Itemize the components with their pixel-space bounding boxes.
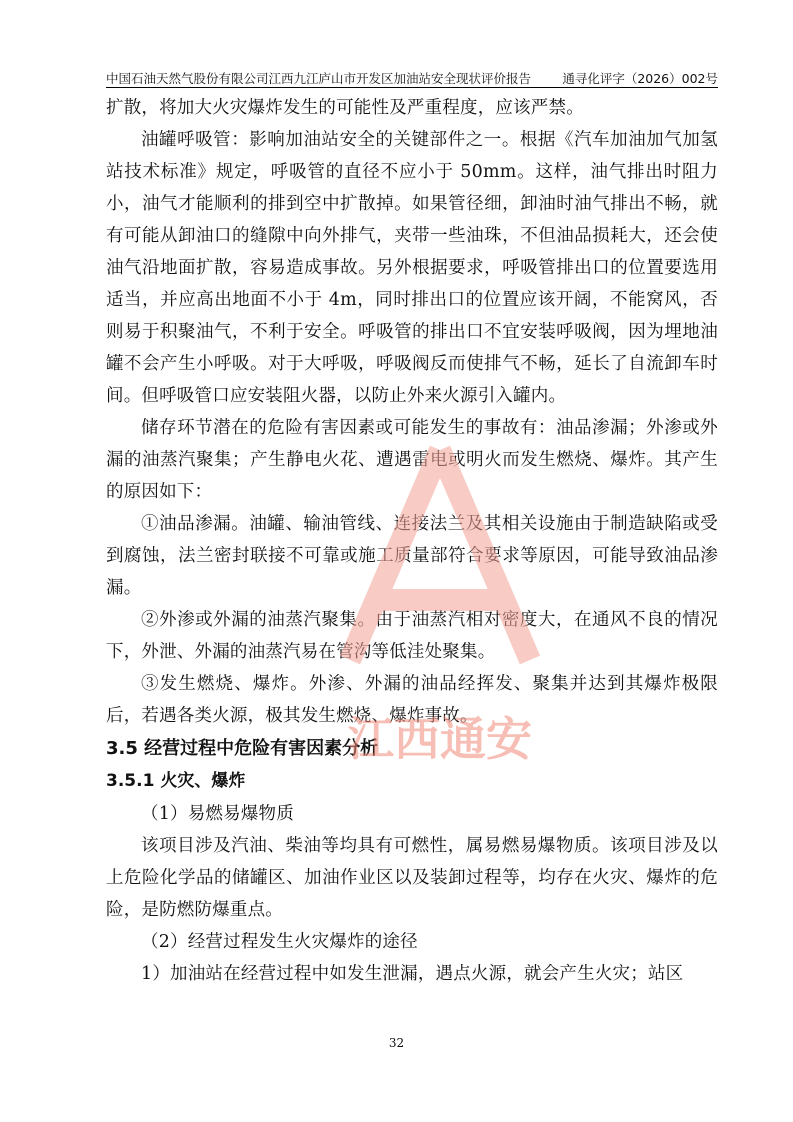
- page-header: [106, 67, 718, 88]
- section-title: 3.5 经营过程中危险有害因素分析: [106, 738, 379, 759]
- paragraph-continuation: 扩散，将加大火灾爆炸发生的可能性及严重程度，应该严禁。: [106, 98, 584, 118]
- paragraph-combustion: ③发生燃烧、爆炸。外渗、外漏的油品经挥发、聚集并达到其爆炸极限后，若遇各类火源，极其发生燃烧、爆炸事故。: [106, 674, 718, 726]
- page-number: 32: [388, 1036, 405, 1050]
- paragraph-fire-path-1: 1）加油站在经营过程中如发生泄漏，遇点火源，就会产生火灾；站区: [141, 964, 684, 984]
- paragraph-storage-hazards: 储存环节潜在的危险有害因素或可能发生的事故有：油品渗漏；外渗或外漏的油蒸汽聚集；产生静电火花、遭遇雷电或明火而发生燃烧、爆炸。其产生的原因如下：: [106, 418, 718, 502]
- paragraph-vapor-accumulation: ②外渗或外漏的油蒸汽聚集。由于油蒸汽相对密度大，在通风不良的情况下，外泄、外漏的油蒸汽易在管沟等低洼处聚集。: [106, 610, 718, 662]
- header-report-title: 中国石油天然气股份有限公司江西九江庐山市开发区加油站安全现状评价报告: [106, 71, 532, 86]
- watermark-text: 江西通安: [348, 712, 532, 766]
- paragraph-breather-pipe: 油罐呼吸管：影响加油站安全的关键部件之一。根据《汽车加油加气加氢站技术标准》规定，呼吸管的直径不应小于 50mm。这样，油气排出时阻力小，油气才能顺利的排到空中扩散掉。如果管径细，卸油时油气排出不畅，就有可能从卸油口的缝隙中向外排气，夹带一些油珠，不但油品损耗大，还会使油气沿地面扩散，容易造成事故。另外根据要求，呼吸管排出口的位置要选用适当，并应高出地面不小于 4m，同时排出口的位置应该开阔，不能窝风，否则易于积聚油气，不利于安全。呼吸管的排出口不宜安装呼吸阀，因为埋地油罐不会产生小呼吸。对于大呼吸，呼吸阀反而使排气不畅，延长了自流卸车时间。但呼吸管口应安装阻火器，以防止外来火源引入罐内。: [106, 130, 718, 406]
- paragraph-oil-leakage: ①油品渗漏。油罐、输油管线、连接法兰及其相关设施由于制造缺陷或受到腐蚀，法兰密封联接不可靠或施工质量部符合要求等原因，可能导致油品渗漏。: [106, 514, 718, 598]
- header-report-number: 通寻化评字（2026）002号: [562, 71, 718, 86]
- item-flammable-materials: （1）易燃易爆物质: [141, 804, 294, 824]
- paragraph-flammable-description: 该项目涉及汽油、柴油等均具有可燃性，属易燃易爆物质。该项目涉及以上危险化学品的储罐区、加油作业区以及装卸过程等，均存在火灾、爆炸的危险，是防燃防爆重点。: [106, 836, 718, 920]
- item-fire-paths: （2）经营过程发生火灾爆炸的途径: [141, 932, 418, 952]
- subsection-title: 3.5.1 火灾、爆炸: [106, 771, 246, 791]
- document-body: [106, 92, 718, 990]
- page-footer: [0, 1036, 793, 1050]
